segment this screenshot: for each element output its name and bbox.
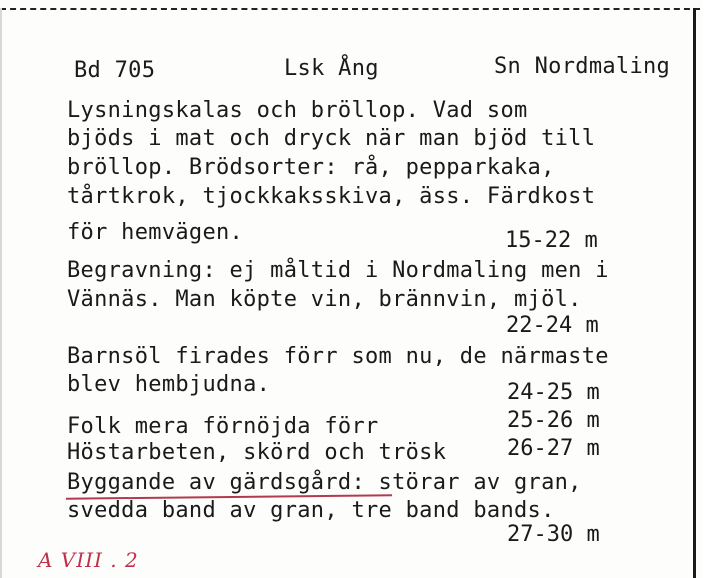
text-line-12: Byggande av gärdsgård: störar av gran, — [67, 470, 582, 495]
page-ref-2: 22-24 m — [506, 313, 599, 338]
parish-label: Sn Nordmaling — [494, 54, 671, 79]
text-line-9: blev hembjudna. — [67, 372, 271, 397]
text-line-13: svedda band av gran, tre band bands. — [67, 498, 555, 523]
text-line-2: bjöds i mat och dryck när man bjöd till — [67, 126, 596, 151]
page-ref-4: 25-26 m — [507, 408, 600, 433]
archive-code: Bd 705 — [74, 58, 156, 83]
text-line-5: för hemvägen. — [67, 220, 244, 245]
page-margin — [703, 0, 721, 578]
text-line-3: bröllop. Brödsorter: rå, pepparkaka, — [67, 155, 555, 180]
text-line-7: Vännäs. Man köpte vin, brännvin, mjöl. — [67, 287, 582, 312]
page-ref-6: 27-30 m — [507, 522, 600, 547]
text-line-8: Barnsöl firades förr som nu, de närmaste — [67, 344, 609, 369]
page-ref-3: 24-25 m — [507, 380, 600, 405]
page-ref-5: 26-27 m — [507, 436, 600, 461]
landscape-label: Lsk Ång — [284, 56, 379, 81]
text-line-10: Folk mera förnöjda förr — [67, 414, 379, 439]
card-top-edge — [0, 8, 700, 10]
text-line-4: tårtkrok, tjockkaksskiva, äss. Färdkost — [67, 184, 596, 209]
card-right-edge — [693, 8, 696, 578]
handwritten-shelf-mark: A VIII . 2 — [38, 548, 139, 572]
text-line-11: Höstarbeten, skörd och trösk — [67, 440, 447, 465]
card-left-edge — [0, 8, 2, 578]
text-line-6: Begravning: ej måltid i Nordmaling men i — [67, 258, 609, 283]
text-line-1: Lysningskalas och bröllop. Vad som — [67, 98, 528, 123]
page-ref-1: 15-22 m — [505, 228, 598, 253]
